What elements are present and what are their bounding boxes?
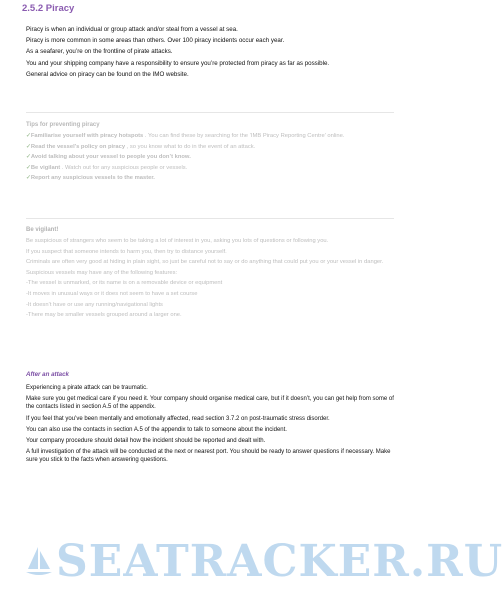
vigilant-line: -There may be smaller vessels grouped around a larger one.	[26, 312, 182, 319]
tip-bold: Read the vessel’s policy on piracy	[30, 143, 126, 150]
vigilant-line: -It moves in unusual ways or it does not seem to have a set course	[26, 290, 198, 297]
tip-item	[26, 173, 394, 184]
intro-line: Piracy is more common in some areas than others. Over 100 piracy incidents occur each year.	[26, 37, 285, 45]
check-icon: ✓	[26, 133, 31, 139]
after-attack-title: After an attack	[26, 371, 69, 378]
section-heading: 2.5.2 Piracy	[22, 3, 75, 14]
tips-box	[26, 112, 394, 205]
watermark	[24, 536, 503, 587]
intro-paragraphs	[26, 26, 396, 82]
be-vigilant-box	[26, 218, 394, 321]
tip-text: . You can find these by searching for the ‘IMB Piracy Reporting Centre’ online.	[143, 133, 345, 139]
tip-text: , so you know what to do in the event of an attack.	[125, 143, 256, 150]
vigilant-line: -It doesn’t have or use any running/navigational lights	[26, 301, 163, 308]
be-vigilant-title: Be vigilant!	[26, 227, 59, 233]
tip-bold: Familiarise yourself with piracy hotspots	[30, 133, 144, 139]
tips-title: Tips for preventing piracy	[26, 122, 100, 128]
intro-line: You and your shipping company have a responsibility to ensure you’re protected from piracy as far as possible.	[26, 59, 330, 67]
tip-bold: Be vigilant	[30, 164, 61, 171]
check-icon: ✓	[26, 175, 31, 181]
tip-item	[26, 131, 394, 142]
watermark-text: SEATRACKER.RU	[56, 536, 503, 587]
check-icon: ✓	[26, 164, 31, 171]
vigilant-line: Be suspicious of strangers who seem to be taking a lot of interest in you, asking you lots of questions or following you.	[26, 238, 329, 244]
tip-bold: Avoid talking about your vessel to people you don’t know.	[30, 154, 191, 160]
after-line: Experiencing a pirate attack can be traumatic.	[26, 385, 148, 391]
after-line: A full investigation of the attack will be conducted at the next or nearest port. You should be ready to answer questions if necessary. Make sure you stick to the facts when answering questions.	[26, 449, 391, 464]
intro-line: Piracy is when an individual or group attack and/or steal from a vessel at sea.	[26, 26, 238, 33]
check-icon: ✓	[26, 143, 31, 150]
tip-text: . Watch out for any suspicious people or vessels.	[60, 164, 188, 171]
check-icon: ✓	[26, 154, 31, 160]
sailboat-icon	[24, 545, 54, 579]
vigilant-line: Criminals are often very good at hiding in plain sight, so just be careful not to say or do anything that could put you or your vessel in danger.	[26, 259, 384, 266]
intro-line: As a seafarer, you’re on the frontline of pirate attacks.	[26, 48, 173, 56]
tip-item	[26, 142, 394, 153]
tip-item	[26, 152, 394, 163]
intro-line: General advice on piracy can be found on the IMO website.	[26, 70, 189, 78]
after-line: Make sure you get medical care if you need it. Your company should organise medical care, but if it doesn’t, you can get help from some of the contacts listed in section A.5 of the appendix.	[26, 396, 394, 411]
after-line: If you feel that you’ve been mentally and emotionally affected, read section 3.7.2 on post-traumatic stress disorder.	[26, 415, 330, 422]
after-line: Your company procedure should detail how the incident should be reported and dealt with.	[26, 438, 266, 445]
after-attack-section	[26, 371, 398, 468]
vigilant-line: Suspicious vessels may have any of the following features:	[26, 269, 178, 276]
vigilant-line: -The vessel is unmarked, or its name is on a removable device or equipment	[26, 280, 223, 287]
tip-item	[26, 163, 394, 174]
tip-bold: Report any suspicious vessels to the master.	[30, 175, 155, 181]
after-line: You can also use the contacts in section A.5 of the appendix to talk to someone about the incident.	[26, 426, 287, 433]
vigilant-line: If you suspect that someone intends to harm you, then try to distance yourself.	[26, 248, 227, 255]
